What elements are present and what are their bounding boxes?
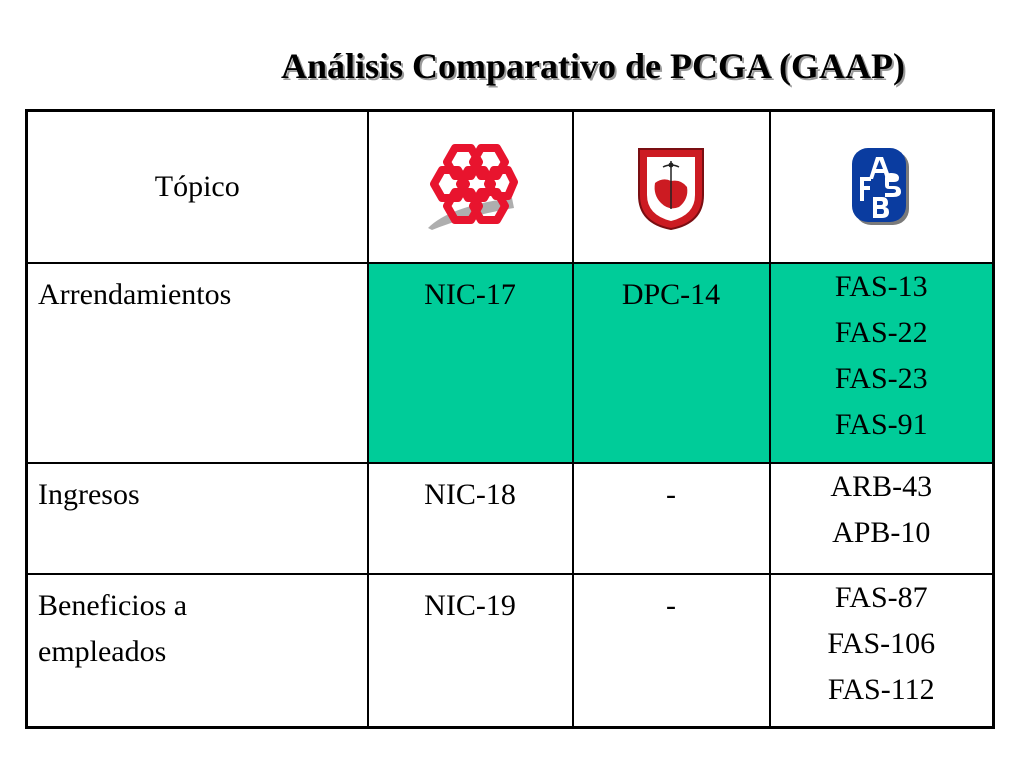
- topic-header-label: Tópico: [154, 170, 240, 203]
- page-title: Análisis Comparativo de PCGA (GAAP): [281, 46, 905, 86]
- us-gaap-value: FAS-112: [827, 673, 935, 706]
- dpc-value: -: [666, 589, 676, 622]
- topic-header-cell: [27, 111, 368, 264]
- topic-label-line: Beneficios a: [38, 589, 188, 622]
- nic-value: NIC-19: [424, 589, 516, 622]
- us-gaap-cell: [770, 574, 994, 728]
- us-gaap-value: FAS-13: [834, 270, 928, 303]
- dpc-cell: [573, 263, 770, 463]
- us-gaap-cell: [770, 263, 994, 463]
- nic-value: NIC-18: [424, 478, 516, 511]
- us-gaap-cell: [770, 463, 994, 574]
- us-gaap-value: FAS-91: [834, 408, 928, 441]
- topic-label: Ingresos: [38, 478, 140, 511]
- fasb-header-cell: [770, 111, 994, 264]
- us-gaap-value: APB-10: [832, 516, 931, 549]
- us-gaap-value: ARB-43: [830, 470, 933, 503]
- table-row: [27, 263, 994, 463]
- topic-cell: [27, 463, 368, 574]
- iasc-logo-icon: [420, 142, 520, 232]
- nic-value: NIC-17: [424, 278, 516, 311]
- fasb-logo-icon: [849, 145, 913, 229]
- nic-cell: [368, 463, 573, 574]
- dpc-value: -: [666, 478, 676, 511]
- fccpv-logo-icon: [635, 143, 707, 231]
- us-gaap-value: FAS-22: [834, 316, 928, 349]
- topic-label-line: empleados: [38, 635, 167, 668]
- fccpv-header-cell: [573, 111, 770, 264]
- us-gaap-value: FAS-106: [827, 627, 936, 660]
- us-gaap-value: FAS-87: [834, 581, 928, 614]
- comparison-table: [25, 109, 995, 729]
- table-row: [27, 574, 994, 728]
- us-gaap-value: FAS-23: [834, 362, 928, 395]
- dpc-value: DPC-14: [621, 278, 721, 311]
- topic-label: Arrendamientos: [38, 278, 232, 311]
- nic-cell: [368, 263, 573, 463]
- table-header-row: [27, 111, 994, 264]
- topic-cell: [27, 574, 368, 728]
- dpc-cell: [573, 574, 770, 728]
- nic-cell: [368, 574, 573, 728]
- dpc-cell: [573, 463, 770, 574]
- iasc-header-cell: [368, 111, 573, 264]
- topic-cell: [27, 263, 368, 463]
- table-row: [27, 463, 994, 574]
